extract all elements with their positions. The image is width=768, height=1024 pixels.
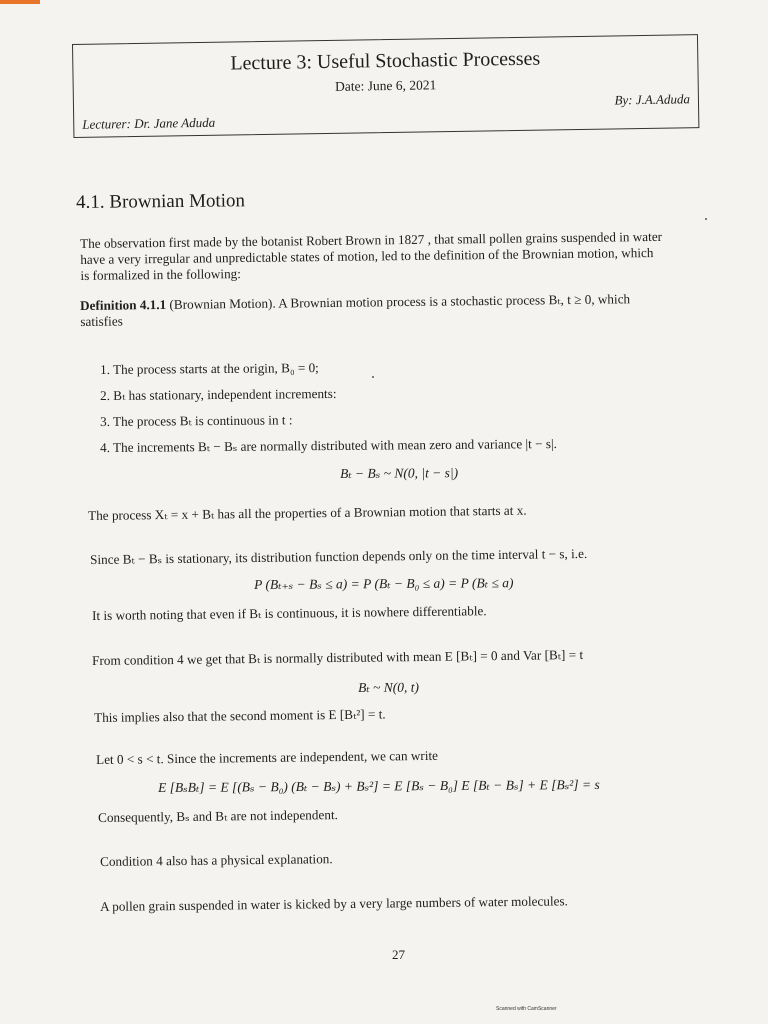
scan-speck <box>705 218 707 220</box>
equation-stationarity: P (Bₜ₊ₛ − Bₛ ≤ a) = P (Bₜ − B₀ ≤ a) = P (Bₜ ≤ a) <box>254 575 514 592</box>
equation-increment-distribution: Bₜ − Bₛ ~ N(0, |t − s|) <box>340 465 459 481</box>
scan-speck <box>372 376 374 378</box>
scan-edge-mark <box>0 0 40 4</box>
list-item: 4. The increments Bₜ − Bₛ are normally distributed with mean zero and variance |t − s|. <box>100 436 557 455</box>
intro-paragraph <box>80 228 706 284</box>
definition-label: Definition 4.1.1 <box>80 296 167 313</box>
text-line: It is worth noting that even if Bₜ is continuous, it is nowhere differentiable. <box>92 603 487 623</box>
list-item: 1. The process starts at the origin, B₀ = 0; <box>100 360 319 377</box>
page-number: 27 <box>392 947 405 962</box>
text-line: is formalized in the following: <box>80 266 241 283</box>
text-line: Let 0 < s < t. Since the increments are independent, we can write <box>96 747 439 767</box>
text-line: The process Xₜ = x + Bₜ has all the properties of a Brownian motion that starts at x. <box>88 502 527 523</box>
list-item: 3. The process Bₜ is continuous in t : <box>100 412 293 429</box>
lecturer-name: Lecturer: Dr. Jane Aduda <box>82 114 216 132</box>
text-line: Condition 4 also has a physical explanation. <box>100 851 333 869</box>
definition-text: (Brownian Motion). A Brownian motion process is a stochastic process Bₜ, t ≥ 0, which <box>169 291 631 312</box>
text-line: The observation first made by the botanist Robert Brown in 1827 , that small pollen grains suspended in water <box>80 228 663 251</box>
list-item: 2. Bₜ has stationary, independent increments: <box>100 385 337 403</box>
text-line: Since Bₜ − Bₛ is stationary, its distribution function depends only on the time interval t − s, i.e. <box>90 545 588 567</box>
section-heading: 4.1. Brownian Motion <box>76 190 246 213</box>
text-line: A pollen grain suspended in water is kicked by a very large numbers of water molecules. <box>100 893 568 914</box>
text-line: This implies also that the second moment is E [Bₜ²] = t. <box>94 706 386 725</box>
author-byline: By: J.A.Aduda <box>614 91 691 108</box>
definition-paragraph <box>80 290 705 330</box>
equation-covariance: E [BₛBₜ] = E [(Bₛ − B₀) (Bₜ − Bₛ) + Bₛ²] = E [Bₛ − B₀] E [Bₜ − Bₛ] + E [Bₛ²] = s <box>158 776 600 795</box>
scanner-watermark: Scanned with CamScanner <box>496 1006 557 1012</box>
lecture-header-box <box>72 34 699 138</box>
equation-normal-distribution: Bₜ ~ N(0, t) <box>358 679 419 695</box>
lecture-date: Date: June 6, 2021 <box>334 77 437 94</box>
text-line: have a very irregular and unpredictable states of motion, led to the definition of the Brownian motion, which <box>80 244 654 267</box>
text-line: satisfies <box>80 313 123 329</box>
lecture-title: Lecture 3: Useful Stochastic Processes <box>230 47 541 75</box>
text-line: From condition 4 we get that Bₜ is normally distributed with mean E [Bₜ] = 0 and Var [Bₜ] = t <box>92 647 584 668</box>
text-line: Consequently, Bₛ and Bₜ are not independent. <box>98 807 338 825</box>
